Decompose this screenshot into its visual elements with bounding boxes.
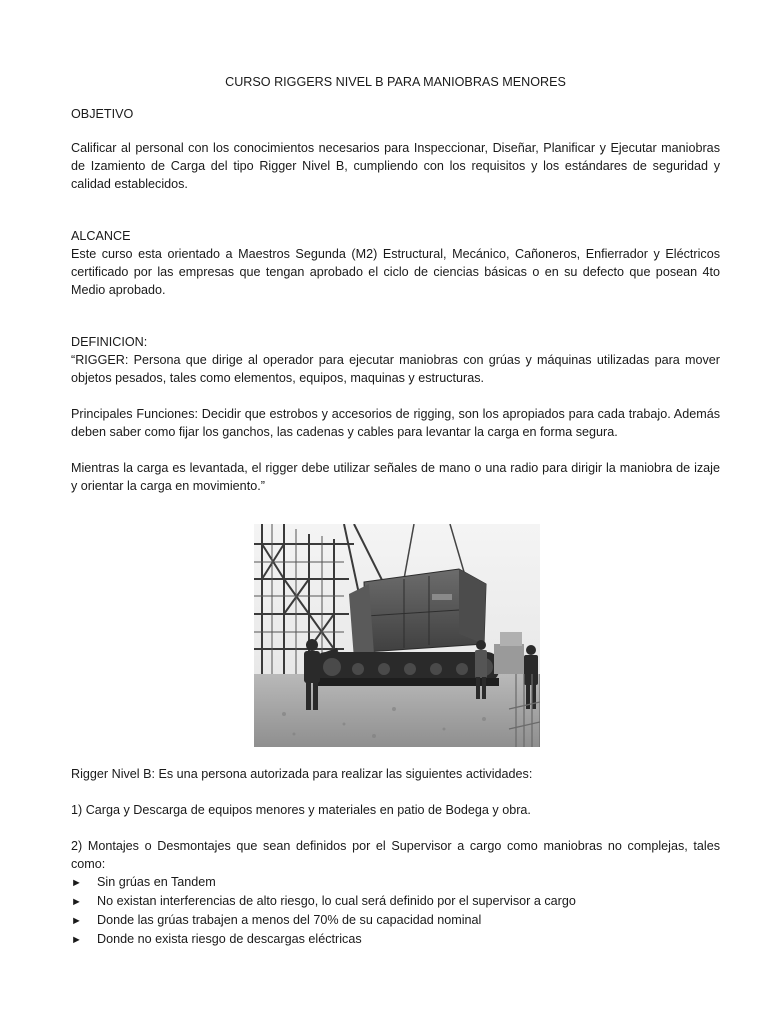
triangle-bullet-icon: ► [71,915,82,927]
definicion-funciones-text: Principales Funciones: Decidir que estrobos y accesorios de rigging, son los apropiados para cada trabajo. Además deben saber como fijar los ganchos, las cadenas y cables para levantar la carga en forma segura. [71,407,720,439]
document-body [71,73,720,495]
alcance-heading: ALCANCE [71,229,131,243]
crawler-crane-photo [254,524,540,747]
objetivo-heading: OBJETIVO [71,107,134,121]
document-title: CURSO RIGGERS NIVEL B PARA MANIOBRAS MENORES [225,75,566,89]
triangle-bullet-icon: ► [71,877,82,889]
rigger-b-intro: Rigger Nivel B: Es una persona autorizada para realizar las siguientes actividades: [71,767,533,781]
objetivo-text: Calificar al personal con los conocimientos necesarios para Inspeccionar, Diseñar, Planificar y Ejecutar maniobras de Izamiento de Carga del tipo Rigger Nivel B, cumpliendo con los requisitos y los estándares de seguridad y calidad establecidos. [71,141,720,191]
list-item [71,930,720,949]
rigger-b-bullet-list [71,873,720,949]
bullet-text: Donde no exista riesgo de descargas eléctricas [97,932,362,946]
triangle-bullet-icon: ► [71,896,82,908]
list-item [71,873,720,892]
bullet-text: Sin grúas en Tandem [97,875,216,889]
rigger-b-section [71,765,720,949]
list-item [71,911,720,930]
triangle-bullet-icon: ► [71,934,82,946]
bullet-text: No existan interferencias de alto riesgo, lo cual será definido por el supervisor a cargo [97,894,576,908]
definicion-rigger-text: “RIGGER: Persona que dirige al operador para ejecutar maniobras con grúas y máquinas utilizadas para mover objetos pesados, tales como elementos, equipos, maquinas y estructuras. [71,353,720,385]
definicion-heading: DEFINICION: [71,335,148,349]
list-item [71,892,720,911]
bullet-text: Donde las grúas trabajen a menos del 70% de su capacidad nominal [97,913,482,927]
rigger-b-item-2: 2) Montajes o Desmontajes que sean definidos por el Supervisor a cargo como maniobras no complejas, tales como: [71,839,720,871]
definicion-mientras-text: Mientras la carga es levantada, el rigger debe utilizar señales de mano o una radio para dirigir la maniobra de izaje y orientar la carga en movimiento.” [71,461,720,493]
rigger-b-item-1: 1) Carga y Descarga de equipos menores y materiales en patio de Bodega y obra. [71,803,531,817]
alcance-text: Este curso esta orientado a Maestros Segunda (M2) Estructural, Mecánico, Cañoneros, Enfierrador y Eléctricos certificado por las empresas que tengan aprobado el ciclo de ciencias básicas o en su defecto que posean 4to Medio aprobado. [71,247,720,297]
